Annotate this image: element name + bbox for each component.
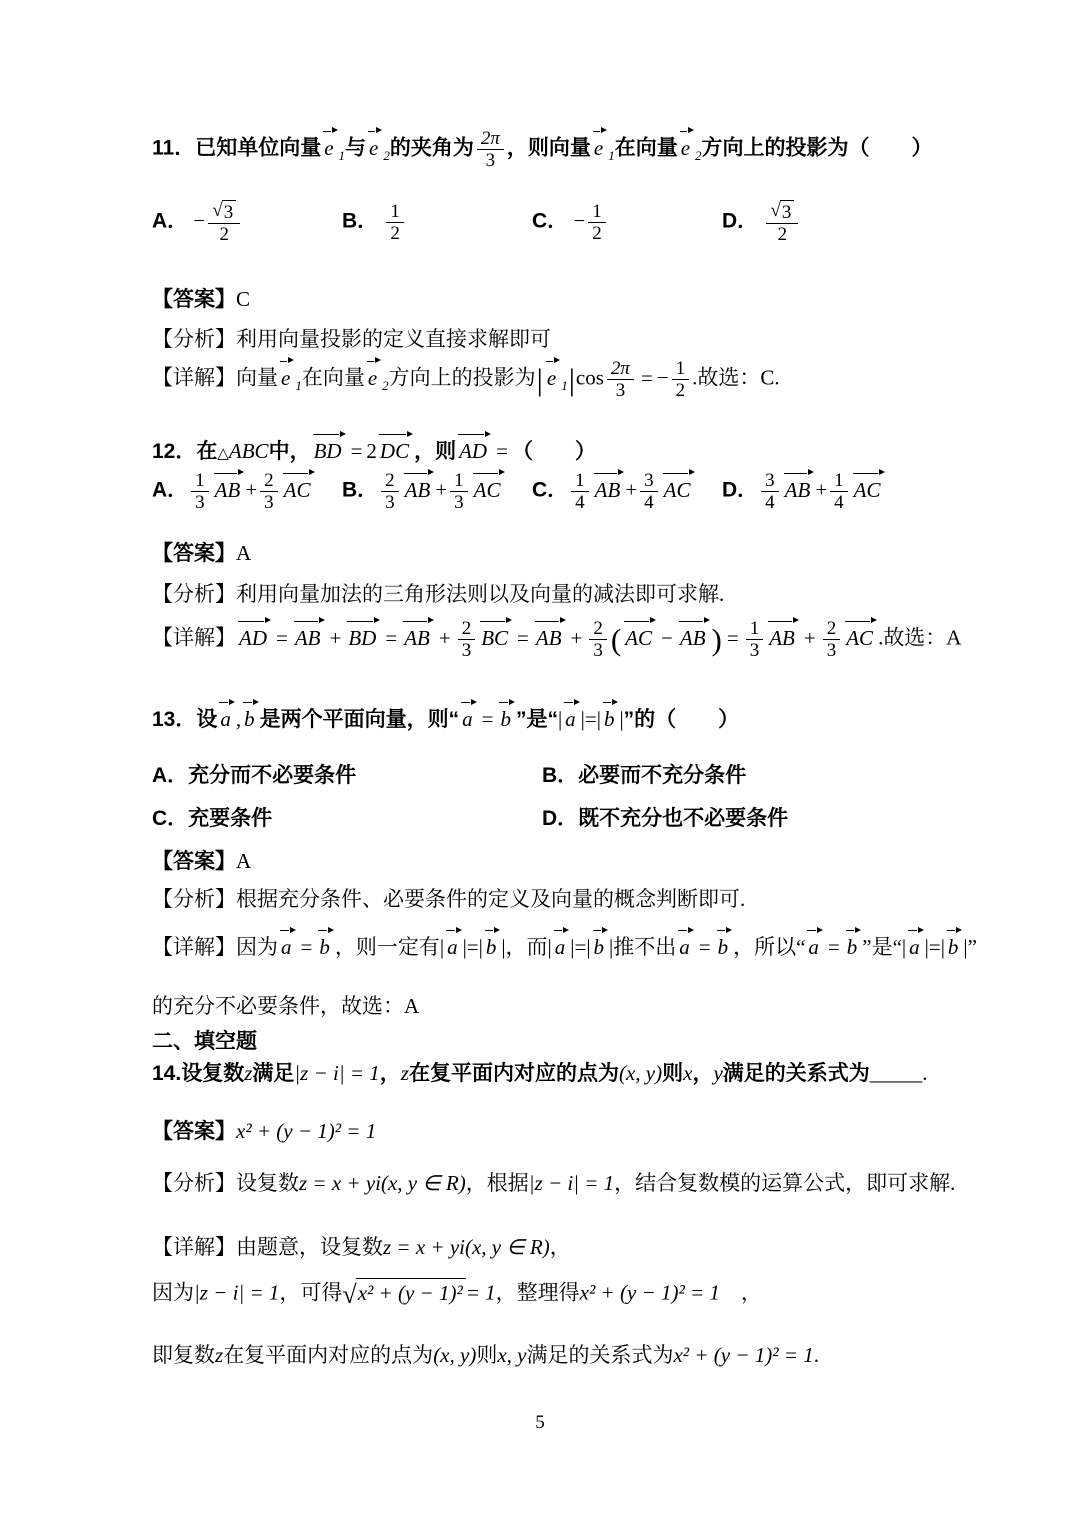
- q11-detail: [152, 358, 780, 402]
- vector-e1-subscript: 1: [608, 147, 615, 163]
- equals-sign: =: [827, 935, 840, 959]
- math-abs-z-minus-i: |z − i| = 1: [528, 1171, 615, 1195]
- fraction-numerator: 2π: [607, 358, 634, 380]
- vector-e2: e: [679, 129, 694, 162]
- vector-AD: AD: [237, 619, 271, 652]
- q12-stem-text-3: ，则: [414, 440, 457, 463]
- radical: [212, 200, 236, 223]
- q12-option-d: [722, 470, 886, 514]
- detail-text-6: ”是“: [862, 935, 902, 959]
- fraction-1-2: [588, 201, 606, 245]
- fraction-denominator: 2: [219, 224, 229, 246]
- fraction-denominator: 3: [485, 150, 496, 172]
- answer-value: A: [236, 541, 252, 565]
- q11-option-d: [722, 200, 801, 246]
- abs-bars-equals: |=|: [580, 707, 601, 731]
- vector-a: a: [907, 928, 924, 961]
- vector-BD: BD: [312, 432, 346, 465]
- abs-bar: |: [501, 935, 506, 959]
- detail-text-5: ，所以“: [733, 935, 806, 959]
- detail-text-4: ，: [719, 1280, 762, 1305]
- vector-BC: BC: [479, 619, 512, 652]
- vector-AC: AC: [844, 619, 877, 652]
- q14-stem-text-1: 设复数: [181, 1062, 245, 1085]
- q12-option-a: [152, 470, 342, 514]
- fraction-numerator: [208, 200, 240, 224]
- minus-sign: −: [656, 365, 669, 390]
- radical-sign: √: [212, 200, 223, 221]
- q13-answer: [152, 848, 251, 875]
- q12-option-c: [532, 470, 722, 514]
- answer-label: 【答案】: [152, 850, 236, 873]
- vector-a: a: [218, 700, 235, 733]
- equals-sign: =: [481, 707, 494, 731]
- math-circle-equation: x² + (y − 1)² = 1: [579, 1280, 720, 1305]
- q12-detail: [152, 618, 961, 662]
- fraction-denominator: 3: [264, 492, 274, 514]
- answer-label: 【答案】: [152, 288, 236, 311]
- fraction-1-2: [386, 201, 404, 245]
- fraction: [571, 470, 589, 514]
- fraction-denominator: 3: [385, 492, 395, 514]
- analysis-text: 根据充分条件、必要条件的定义及向量的概念判断即可.: [236, 887, 746, 911]
- fraction-denominator: 4: [834, 492, 844, 514]
- detail-text-2: 在复平面内对应的点为: [223, 1343, 434, 1367]
- q11-stem-text-3: 的夹角为: [389, 136, 474, 160]
- vector-a: a: [445, 928, 462, 961]
- fraction-numerator: 2: [458, 618, 476, 640]
- plus-sign: +: [815, 477, 828, 502]
- math-abs-z-minus-i: |z − i| = 1: [194, 1280, 280, 1305]
- fraction-denominator: 3: [461, 640, 472, 662]
- var-z: z: [215, 1343, 224, 1367]
- answer-equation: x² + (y − 1)² = 1: [236, 1119, 377, 1143]
- math-z-definition: z = x + yi(x, y ∈ R): [299, 1171, 466, 1195]
- q14-analysis: [152, 1170, 955, 1197]
- coefficient-2: 2: [366, 439, 377, 463]
- radical-sign: √: [342, 1280, 357, 1309]
- q11-option-c: [532, 201, 722, 245]
- fraction-denominator: 4: [575, 492, 585, 514]
- q13-stem-text-3: ”是“: [515, 708, 558, 731]
- detail-text-4: 满足的关系式为: [526, 1343, 674, 1367]
- fraction: [191, 470, 209, 514]
- option-label: C．: [532, 209, 569, 233]
- option-label: D．: [722, 209, 759, 233]
- abs-bar: |: [439, 935, 445, 959]
- fraction-numerator: 2: [260, 470, 278, 492]
- detail-text-1: 即复数: [152, 1343, 215, 1367]
- vector-a: a: [553, 928, 570, 961]
- radical-sign: √: [770, 200, 781, 221]
- triangle-ABC: ABC: [228, 439, 269, 463]
- period: .: [922, 1061, 928, 1085]
- vector-AB: AB: [402, 619, 434, 652]
- equals-sign: =: [698, 935, 711, 959]
- q11-stem-text-6: 方向上的投影为（ ）: [701, 136, 933, 160]
- plus-sign: +: [803, 625, 816, 650]
- abs-bar: |: [901, 935, 907, 959]
- vector-e1: e: [545, 359, 560, 392]
- analysis-label: 【分析】: [152, 887, 236, 911]
- q14-answer: [152, 1118, 376, 1145]
- plus-sign: +: [329, 625, 342, 650]
- fraction-denominator: 2: [777, 224, 788, 246]
- vector-b: b: [317, 928, 334, 961]
- vector-AB: AB: [403, 471, 435, 504]
- vector-e1-subscript: 1: [338, 147, 346, 163]
- fraction: [381, 470, 399, 514]
- q12-options: [152, 470, 886, 514]
- answer-value: C: [236, 287, 251, 311]
- abs-bars-equals: |=|: [462, 935, 483, 959]
- detail-text-4: 推不出: [613, 935, 677, 959]
- q13-number: 13．: [152, 708, 197, 731]
- plus-sign: +: [245, 477, 258, 502]
- fraction-numerator: 2: [589, 618, 607, 640]
- fraction-numerator: 1: [588, 201, 606, 223]
- plus-sign: +: [438, 625, 451, 650]
- fraction-denominator: 3: [749, 640, 760, 662]
- q14-stem: [152, 1060, 928, 1087]
- q14-stem-text-2: 满足: [252, 1062, 295, 1085]
- equals-sign: =: [517, 625, 529, 650]
- abs-bar: |: [609, 935, 614, 959]
- q13-stem-text-4: ”的（ ）: [623, 708, 740, 731]
- vector-e2-subscript: 2: [382, 377, 389, 393]
- analysis-text-3: ，结合复数模的运算公式，即可求解.: [614, 1171, 956, 1195]
- q11-options: [152, 200, 801, 246]
- vector-AB: AB: [213, 471, 245, 504]
- q14-detail-line-2: [152, 1278, 762, 1312]
- abs-bar: |: [547, 935, 552, 959]
- q13-options-row-2: [152, 805, 788, 832]
- fraction-2pi-3: [607, 358, 634, 402]
- q13-option-b: B．必要而不充分条件: [542, 764, 747, 787]
- q14-stem-text-6: ，: [692, 1062, 714, 1085]
- detail-text-3: 方向上的投影为: [388, 365, 536, 390]
- q12-stem-text-1: 在: [196, 440, 218, 463]
- vector-b: b: [845, 928, 862, 961]
- detail-text-3: 则: [476, 1343, 498, 1367]
- vector-b: b: [242, 700, 259, 733]
- abs-bars-equals: |=|: [570, 935, 591, 959]
- math-point-xy: (x, y): [618, 1061, 663, 1085]
- q12-answer: [152, 540, 251, 567]
- q11-stem-text-1: 已知单位向量: [195, 136, 322, 160]
- detail-text-1: 由题意，设复数: [236, 1235, 383, 1259]
- vector-AC: AC: [282, 471, 315, 504]
- radicand: x² + (y − 1)²: [356, 1278, 466, 1307]
- fraction-2-3: [458, 618, 476, 662]
- q11-stem: [152, 128, 933, 172]
- comma: ,: [235, 707, 242, 731]
- vector-AC: AC: [662, 471, 695, 504]
- detail-label: 【详解】: [152, 935, 236, 959]
- period: .: [813, 1343, 819, 1367]
- vector-e2-subscript: 2: [383, 147, 390, 163]
- q13-stem-text-1: 设: [196, 708, 218, 731]
- vector-AD: AD: [457, 432, 491, 465]
- vector-e2: e: [367, 129, 382, 162]
- vector-AB: AB: [593, 471, 625, 504]
- abs-bar: |: [536, 362, 543, 398]
- vector-AB: AB: [767, 619, 799, 652]
- option-label: B．: [342, 209, 379, 233]
- detail-conclusion: .故选：C.: [692, 365, 780, 390]
- left-paren: (: [610, 622, 622, 658]
- blank-underline: _____: [869, 1061, 923, 1085]
- fraction-numerator: 1: [830, 470, 848, 492]
- radicand: 3: [222, 200, 237, 223]
- q11-answer: [152, 286, 250, 313]
- option-label: A．: [152, 478, 189, 502]
- answer-label: 【答案】: [152, 542, 236, 565]
- detail-label: 【详解】: [152, 1235, 236, 1259]
- equals-sign: =: [276, 625, 288, 650]
- fraction-denominator: 3: [593, 640, 603, 662]
- equals-sign: =: [496, 439, 508, 463]
- minus-sign: −: [661, 625, 673, 650]
- fraction: [830, 470, 848, 514]
- detail-text-3: ，整理得: [495, 1280, 580, 1305]
- q13-stem: [152, 700, 739, 733]
- var-x: x: [683, 1061, 693, 1085]
- fraction-denominator: 4: [644, 492, 654, 514]
- cos-function: cos: [575, 365, 604, 390]
- fraction-1-2: [672, 358, 690, 402]
- math-z-definition: z = x + yi(x, y ∈ R): [383, 1235, 550, 1259]
- q11-number: 11．: [152, 136, 196, 160]
- detail-text-7: ”: [967, 935, 977, 959]
- q11-option-a: [152, 200, 342, 246]
- option-label: A．: [152, 209, 189, 233]
- fraction-numerator: 1: [386, 201, 404, 223]
- fraction-numerator: 1: [571, 470, 589, 492]
- q13-analysis: [152, 886, 745, 913]
- q11-stem-text-2: 与: [345, 136, 367, 160]
- fraction-2pi-3: [477, 128, 504, 172]
- fraction-numerator: 1: [672, 358, 690, 380]
- detail-label: 【详解】: [152, 625, 236, 650]
- vector-b: b: [602, 700, 619, 733]
- equals-sign: =: [385, 625, 398, 650]
- plus-sign: +: [435, 477, 448, 502]
- math-circle-equation: x² + (y − 1)² = 1: [673, 1343, 814, 1367]
- analysis-text-1: 设复数: [236, 1171, 299, 1195]
- q13-detail-line-1: [152, 928, 977, 961]
- fraction: [260, 470, 278, 514]
- abs-bar: |: [963, 935, 968, 959]
- fraction: [761, 470, 779, 514]
- detail-text-1: 向量: [236, 365, 278, 390]
- page-number: 5: [535, 1412, 545, 1433]
- fraction-numerator: 1: [746, 618, 764, 640]
- vector-e1-subscript: 1: [295, 377, 302, 393]
- var-z: z: [400, 1061, 409, 1085]
- q13-option-c: C．充要条件: [152, 807, 273, 830]
- fraction: [640, 470, 658, 514]
- fraction-sqrt3-2: [208, 200, 240, 246]
- fraction-numerator: 2π: [477, 128, 504, 150]
- vector-e1: e: [592, 129, 607, 162]
- fraction-denominator: 2: [390, 223, 400, 245]
- detail-text-2: 在向量: [301, 365, 365, 390]
- detail-text-1: 因为: [152, 1280, 194, 1305]
- detail-label: 【详解】: [152, 365, 236, 390]
- analysis-label: 【分析】: [152, 1171, 236, 1195]
- detail-conclusion: 的充分不必要条件，故选：A: [152, 994, 420, 1018]
- q14-stem-text-7: 满足的关系式为: [722, 1062, 870, 1085]
- fraction-2-3: [589, 618, 607, 662]
- vector-AB: AB: [783, 471, 815, 504]
- vector-e1: e: [322, 129, 337, 162]
- vector-b: b: [498, 700, 515, 733]
- vector-e1: e: [279, 359, 294, 392]
- analysis-label: 【分析】: [152, 582, 236, 606]
- fraction-denominator: 2: [675, 380, 686, 402]
- q11-stem-text-4: ，则向量: [506, 136, 591, 160]
- vector-a: a: [563, 700, 580, 733]
- fraction-denominator: 3: [454, 492, 464, 514]
- vector-b: b: [716, 928, 733, 961]
- vector-AB: AB: [678, 619, 710, 652]
- vector-a: a: [677, 928, 694, 961]
- plus-sign: +: [570, 625, 583, 650]
- fraction-numerator: 3: [640, 470, 658, 492]
- q14-detail-line-1: [152, 1234, 571, 1261]
- detail-text-3: ，而: [505, 935, 548, 959]
- var-y: y: [713, 1061, 723, 1085]
- abs-bars-equals: |=|: [924, 935, 945, 959]
- q12-number: 12．: [152, 440, 197, 463]
- detail-text-1: 因为: [236, 935, 278, 959]
- vector-e2-subscript: 2: [695, 147, 702, 163]
- detail-conclusion: .故选：A: [878, 625, 962, 650]
- q14-number: 14.: [152, 1062, 182, 1085]
- vector-a: a: [460, 700, 477, 733]
- vector-AC: AC: [623, 619, 656, 652]
- equals-sign: =: [726, 625, 739, 650]
- analysis-text: 利用向量投影的定义直接求解即可: [236, 327, 551, 351]
- q13-option-a: A．充分而不必要条件: [152, 764, 357, 787]
- q14-detail-line-3: [152, 1342, 819, 1369]
- analysis-label: 【分析】: [152, 327, 236, 351]
- vector-AC: AC: [472, 471, 505, 504]
- math-equals-1: = 1: [465, 1280, 496, 1305]
- vector-DC: DC: [378, 432, 413, 465]
- analysis-text-2: ，根据: [465, 1171, 529, 1195]
- q11-stem-text-5: 在向量: [614, 136, 678, 160]
- answer-label: 【答案】: [152, 1120, 236, 1143]
- q13-options-row-1: [152, 762, 746, 789]
- abs-bar: |: [619, 707, 624, 731]
- abs-bar: |: [557, 707, 563, 731]
- detail-text-2: ，可得: [279, 1280, 343, 1305]
- q13-option-d: D．既不充分也不必要条件: [542, 807, 789, 830]
- vector-AB: AB: [534, 619, 566, 652]
- q11-option-b: [342, 201, 532, 245]
- fraction-numerator: 2: [823, 618, 841, 640]
- fraction-sqrt3-2: [766, 200, 798, 246]
- q14-stem-text-4: 在复平面内对应的点为: [408, 1062, 619, 1085]
- radical: [770, 200, 794, 223]
- vector-a: a: [806, 928, 823, 961]
- math-abs-z-minus-i: |z − i| = 1: [294, 1061, 380, 1085]
- option-label: C．: [532, 478, 569, 502]
- minus-sign: −: [573, 208, 586, 233]
- right-paren: ): [711, 622, 722, 658]
- vector-AB: AB: [293, 619, 325, 652]
- equals-sign: =: [350, 439, 363, 463]
- var-z: z: [244, 1061, 253, 1085]
- fraction-1-3: [746, 618, 764, 662]
- detail-text-2: ，: [549, 1235, 571, 1259]
- q12-option-b: [342, 470, 532, 514]
- vector-b: b: [946, 928, 963, 961]
- fraction-numerator: 3: [761, 470, 779, 492]
- equals-sign: =: [640, 365, 653, 390]
- q14-stem-text-3: ，: [379, 1062, 401, 1085]
- q14-stem-text-5: 则: [662, 1062, 684, 1085]
- vector-e1-subscript: 1: [561, 377, 568, 393]
- vector-b: b: [484, 928, 501, 961]
- fraction-numerator: 1: [450, 470, 468, 492]
- section-title: 二、填空题: [152, 1030, 257, 1053]
- q13-stem-text-2: 是两个平面向量，则“: [259, 708, 460, 731]
- fraction-numerator: [766, 200, 798, 224]
- abs-bar: |: [568, 362, 575, 398]
- triangle-symbol: △: [217, 446, 229, 462]
- q12-stem: [152, 432, 596, 465]
- fraction: [450, 470, 468, 514]
- fraction-denominator: 3: [615, 380, 626, 402]
- vector-BD: BD: [346, 619, 380, 652]
- math-point-xy: (x, y): [433, 1343, 477, 1367]
- vector-AC: AC: [852, 471, 885, 504]
- fraction-denominator: 2: [592, 223, 602, 245]
- q13-detail-line-2: [152, 993, 419, 1020]
- q11-analysis: [152, 326, 551, 353]
- vector-e2: e: [366, 359, 381, 392]
- option-label: D．: [722, 478, 759, 502]
- q12-stem-text-2: 中，: [268, 440, 311, 463]
- section-2-header: [152, 1028, 257, 1055]
- answer-value: A: [236, 849, 252, 873]
- q12-stem-text-4: （ ）: [511, 440, 596, 463]
- math-xy-vars: x, y: [497, 1343, 527, 1367]
- fraction-2-3: [823, 618, 841, 662]
- detail-text-2: ，则一定有: [334, 935, 440, 959]
- fraction-numerator: 1: [191, 470, 209, 492]
- option-label: B．: [342, 478, 379, 502]
- minus-sign: −: [193, 208, 206, 233]
- radical-expression: [342, 1278, 465, 1312]
- plus-sign: +: [625, 477, 638, 502]
- fraction-denominator: 4: [765, 492, 775, 514]
- fraction-numerator: 2: [381, 470, 399, 492]
- vector-b: b: [592, 928, 609, 961]
- vector-a: a: [279, 928, 296, 961]
- analysis-text: 利用向量加法的三角形法则以及向量的减法即可求解.: [236, 582, 725, 606]
- equals-sign: =: [300, 935, 313, 959]
- radicand: 3: [780, 200, 795, 223]
- q12-analysis: [152, 581, 724, 608]
- fraction-denominator: 3: [826, 640, 837, 662]
- fraction-denominator: 3: [195, 492, 205, 514]
